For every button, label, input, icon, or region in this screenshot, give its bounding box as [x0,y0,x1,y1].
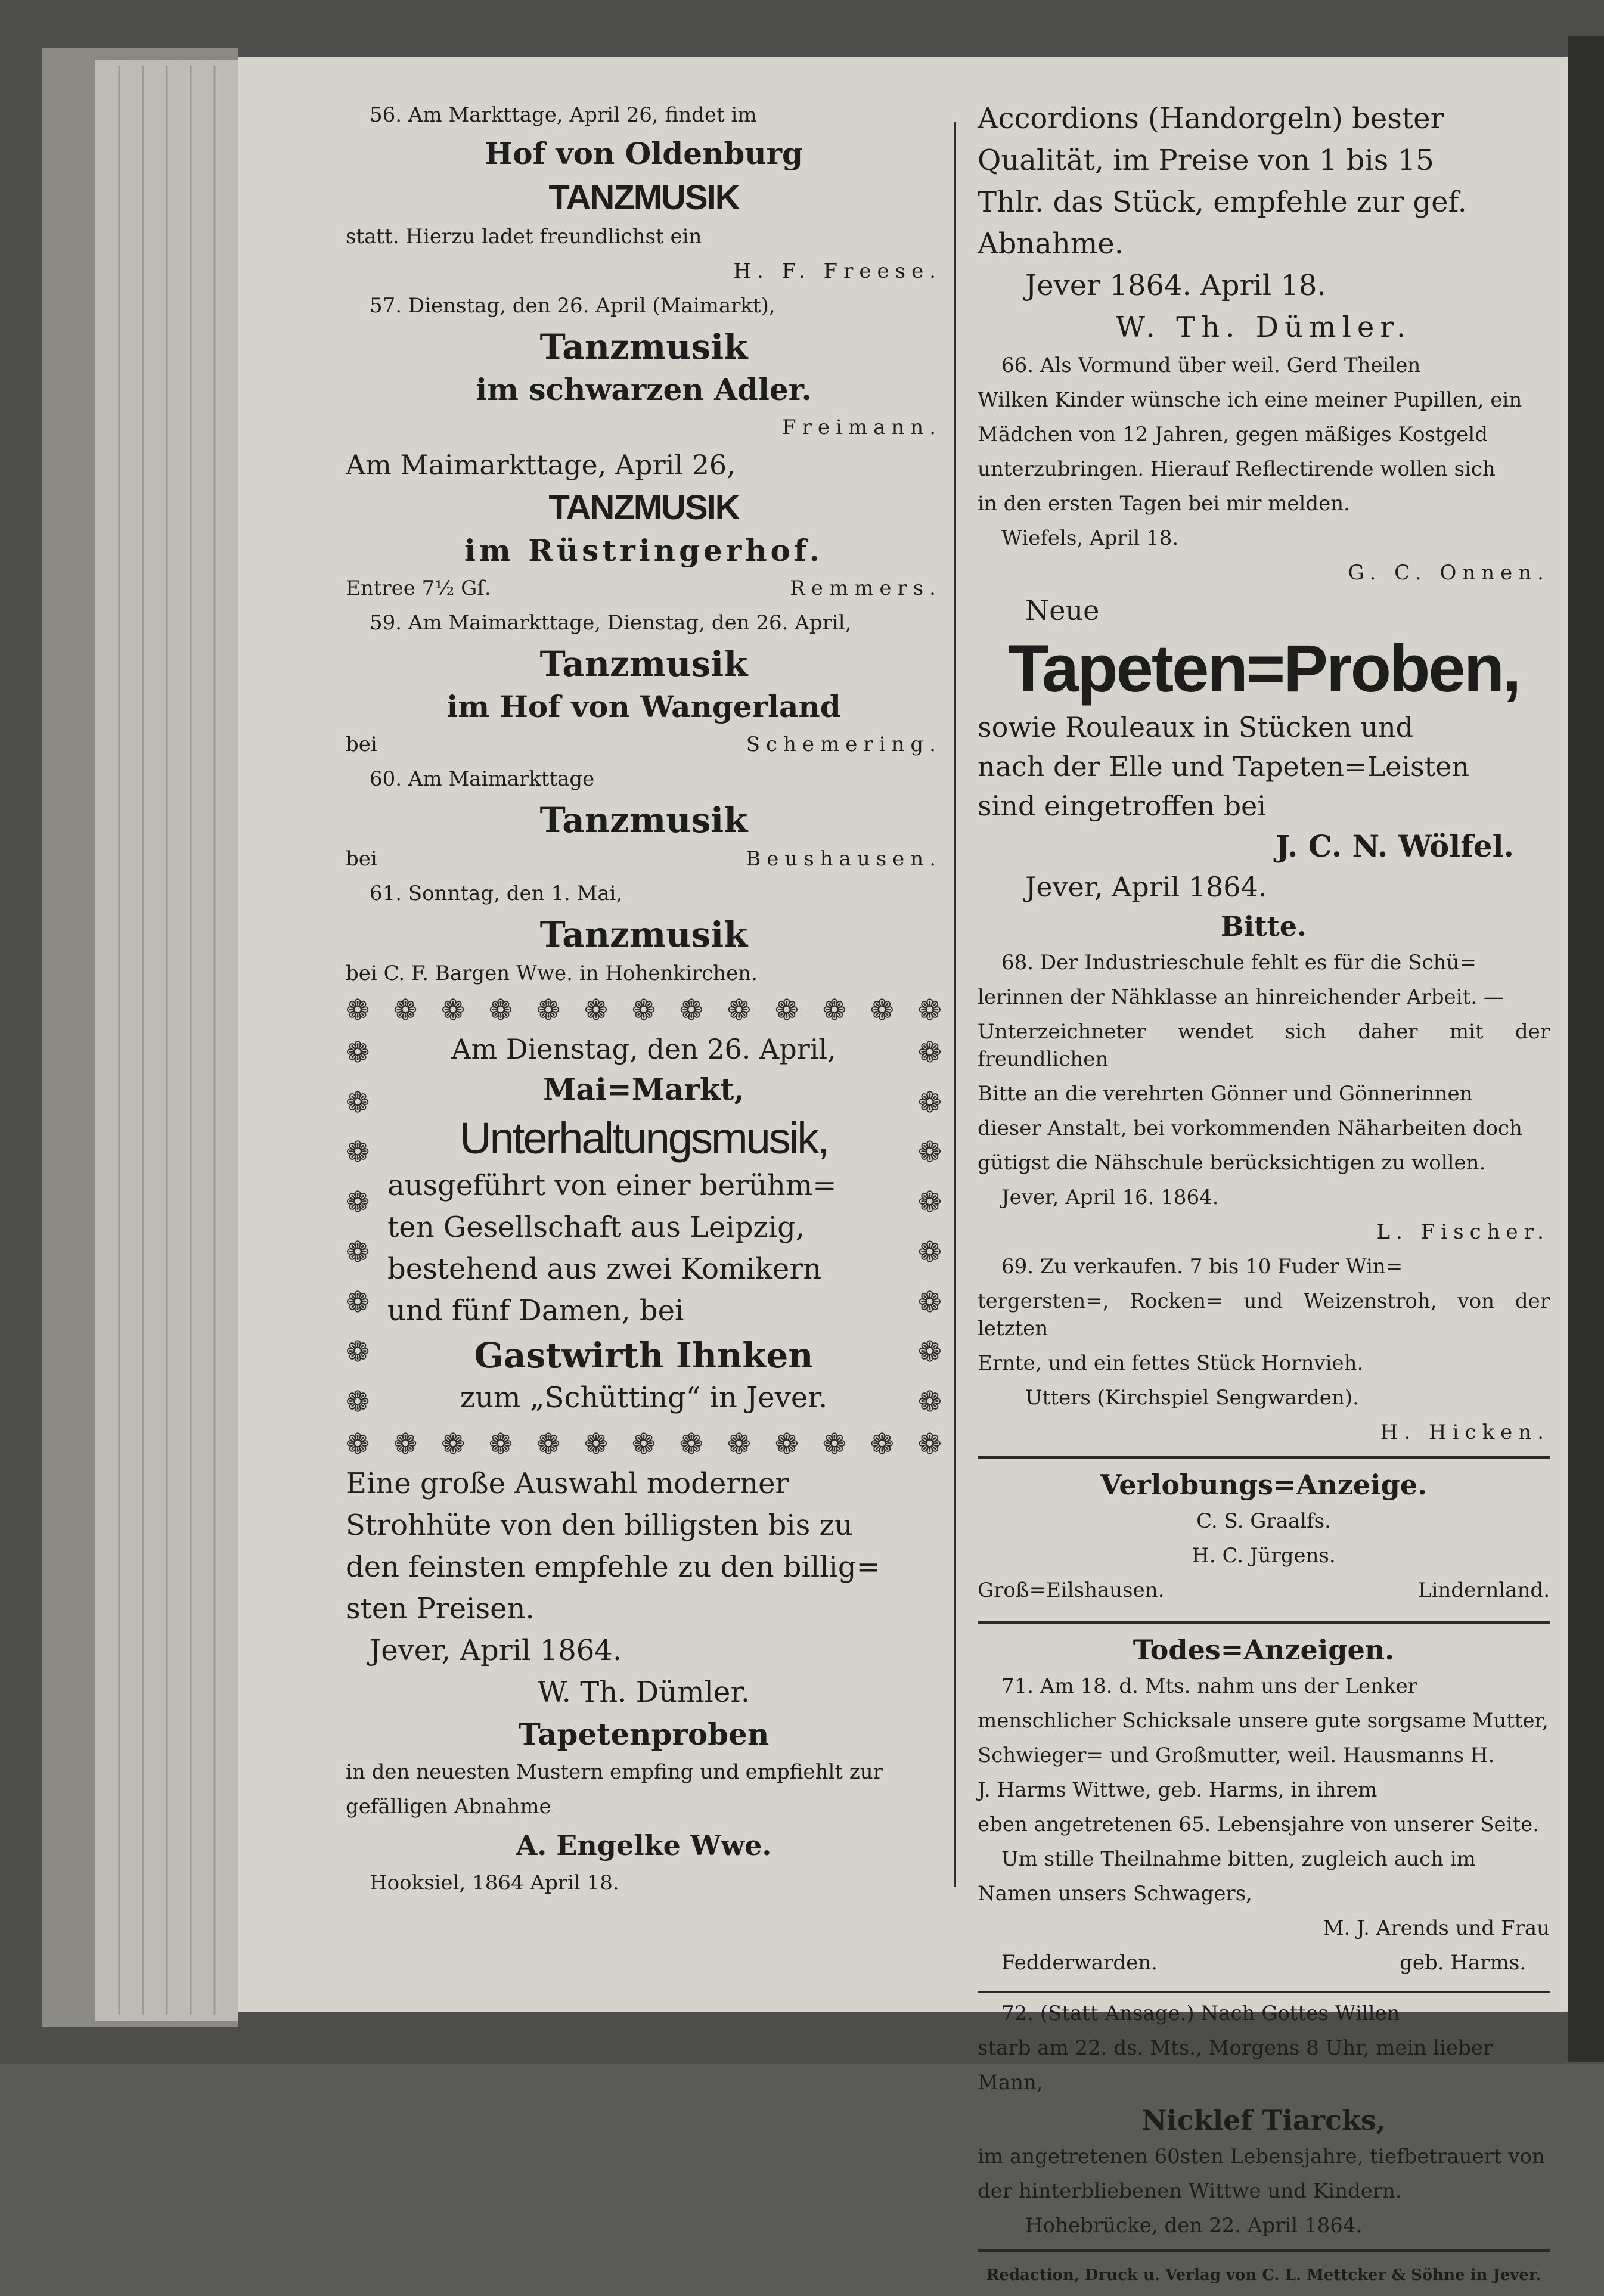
rosette-icon: ❁ [917,1085,942,1119]
rosette-icon: ❁ [536,1428,561,1461]
ad-56-signature: H. F. Freese. [733,259,942,283]
bitte-signature: L. Fischer. [1376,1220,1550,1244]
ad-neue-tapeten [978,594,1550,904]
rosette-icon: ❁ [584,1428,609,1461]
bitte-line-1: 68. Der Industrieschule fehlt es für die Schü= [1001,951,1476,975]
ad-58-event: TANZMUSIK [548,488,739,527]
ad-56 [346,101,942,285]
rosette-icon: ❁ [346,1085,370,1119]
ad-69-signature: H. Hicken. [1380,1420,1550,1444]
tapetenproben-place: Hooksiel, 1864 April 18. [370,1871,619,1895]
ad-59 [346,609,942,765]
ad-58 [346,448,942,609]
todes-signature-1: M. J. Arends und Frau [1323,1916,1550,1940]
rosette-icon: ❁ [346,1186,370,1220]
ad-59-venue: im Hof von Wangerland [446,689,841,724]
ad-58-signature: Remmers. [790,576,942,600]
rosette-icon: ❁ [917,1428,942,1461]
column-divider [954,122,956,1887]
ad-66-line-2: Wilken Kinder wünsche ich eine meiner Pupillen, ein [978,388,1522,412]
rosette-icon: ❁ [917,1335,942,1369]
ad-61 [346,880,942,987]
ad-bitte [978,910,1556,1246]
todes-line-1: 71. Am 18. d. Mts. nahm uns der Lenker [1001,1674,1417,1698]
verlobung-place-1: Groß=Eilshausen. [978,1578,1165,1602]
ad-66 [978,352,1550,587]
ad-61-line: bei C. F. Bargen Wwe. in Hohenkirchen. [346,961,758,985]
rosette-icon: ❁ [440,1428,466,1461]
framed-host: Gastwirth Ihnken [474,1335,814,1376]
ad-strawhats [346,1466,942,1709]
todes-line-5: eben angetretenen 65. Lebensjahre von unserer Seite. [978,1813,1540,1836]
ad-60-bei: bei [346,847,377,871]
ad-57-intro: 57. Dienstag, den 26. April (Maimarkt), [370,294,775,318]
strawhats-place: Jever, April 1864. [370,1634,622,1667]
framed-location: zum „Schütting“ in Jever. [460,1381,828,1414]
ad-56-event: TANZMUSIK [548,178,739,217]
ad-60-signature: Beushausen. [746,847,942,871]
neue-signature: J. C. N. Wölfel. [1276,829,1514,864]
verlobung-place-2: Lindernland. [1418,1578,1550,1602]
ad-72-name: Nicklef Tiarcks, [1141,2104,1386,2136]
ad-59-event: Tanzmusik [539,644,748,684]
ad-66-line-4: unterzubringen. Hierauf Reflectirende wollen sich [978,457,1496,481]
accordions-signature: W. Th. Dümler. [1115,311,1412,344]
right-column [978,101,1556,2296]
rosette-icon: ❁ [822,994,846,1027]
rosette-icon: ❁ [536,994,561,1027]
ad-69-line-3: Ernte, und ein fettes Stück Hornvieh. [978,1351,1364,1375]
ad-59-signature: Schemering. [746,733,942,756]
ad-accordions [978,101,1550,345]
accordions-place: Jever 1864. April 18. [1025,269,1326,302]
ad-69-place: Utters (Kirchspiel Sengwarden). [1025,1386,1359,1410]
section-rule [978,2249,1550,2252]
framed-line-2: ten Gesellschaft aus Leipzig, [387,1211,805,1244]
ad-66-line-1: 66. Als Vormund über weil. Gerd Theilen [1001,353,1421,377]
rosette-icon: ❁ [346,1135,370,1169]
rosette-icon: ❁ [917,1035,942,1069]
rosette-icon: ❁ [917,1135,942,1169]
tapetenproben-line-2: gefälligen Abnahme [346,1795,551,1819]
left-column [346,101,942,1904]
bitte-line-3: Unterzeichneter wendet sich daher mit der freundlichen [978,1020,1556,1071]
ad-58-head: Am Maimarkttage, April 26, [346,449,736,481]
rosette-icon: ❁ [346,994,370,1027]
ad-72-line-4: im angetretenen 60sten Lebensjahre, tiefbetrauert von [978,2145,1545,2168]
ad-72-line-3: Mann, [978,2071,1043,2095]
ad-72 [978,2000,1550,2239]
verlobung-head: Verlobungs=Anzeige. [1100,1469,1428,1501]
todes-line-3: Schwieger= und Großmutter, weil. Hausmanns H. [978,1743,1495,1767]
accordions-line-3: Thlr. das Stück, empfehle zur gef. [978,185,1467,219]
ad-61-intro: 61. Sonntag, den 1. Mai, [370,882,623,905]
rosette-icon: ❁ [346,1285,370,1319]
newspaper-page [238,57,1568,2284]
framed-line-3: bestehend aus zwei Komikern [387,1252,822,1286]
bitte-place: Jever, April 16. 1864. [1001,1186,1219,1209]
rosette-icon: ❁ [393,994,418,1027]
framed-line-1: ausgeführt von einer berühm= [387,1169,837,1202]
rosette-icon: ❁ [917,994,942,1027]
rosette-icon: ❁ [346,1235,370,1269]
strawhats-signature: W. Th. Dümler. [537,1676,750,1709]
ad-60-event: Tanzmusik [539,800,748,840]
ad-57-venue: im schwarzen Adler. [476,372,812,407]
ad-69-line-1: 69. Zu verkaufen. 7 bis 10 Fuder Win= [1001,1255,1403,1279]
todes-line-2: menschlicher Schicksale unsere gute sorgsame Mutter, [978,1709,1549,1733]
imprint: Redaction, Druck u. Verlag von C. L. Mettcker & Söhne in Jever. [986,2266,1541,2284]
neue-line-1: sowie Rouleaux in Stücken und [978,711,1414,743]
todes-line-4: J. Harms Wittwe, geb. Harms, in ihrem [978,1778,1377,1802]
rosette-icon: ❁ [917,1285,942,1319]
ad-58-venue: im Rüstringerhof. [464,533,824,568]
framed-ad-content [346,1026,942,1428]
ad-60-intro: 60. Am Maimarkttage [370,767,595,791]
rosette-icon: ❁ [917,1235,942,1269]
ornament-border-left [346,1028,370,1427]
rosette-icon: ❁ [870,994,894,1027]
rosette-icon: ❁ [488,1428,513,1461]
rosette-icon: ❁ [584,994,609,1027]
ad-57-event: Tanzmusik [539,327,748,367]
rosette-icon: ❁ [679,994,703,1027]
rosette-icon: ❁ [679,1428,703,1461]
strawhats-line-4: sten Preisen. [346,1592,535,1625]
todes-line-6: Um stille Theilnahme bitten, zugleich auch im [1001,1847,1476,1871]
section-rule [978,1621,1550,1624]
ad-56-intro: 56. Am Markttage, April 26, findet im [370,103,757,127]
rosette-icon: ❁ [774,994,799,1027]
framed-market: Mai=Markt, [543,1072,744,1107]
ad-57-signature: Freimann. [782,415,942,439]
ad-69 [978,1253,1556,1446]
ad-tapetenproben [346,1717,942,1897]
strawhats-line-2: Strohhüte von den billigsten bis zu [346,1509,853,1542]
framed-ad [346,994,942,1460]
ad-72-line-2: starb am 22. ds. Mts., Morgens 8 Uhr, mein lieber [978,2036,1493,2060]
ad-66-signature: G. C. Onnen. [1348,561,1550,585]
ad-69-line-2: tergersten=, Rocken= und Weizenstroh, von der letzten [978,1289,1556,1341]
ad-72-line-1: 72. (Statt Ansage.) Nach Gottes Willen [1001,2002,1400,2025]
todes-signature-2: geb. Harms. [1400,1951,1526,1975]
neue-place: Jever, April 1864. [1025,871,1267,903]
framed-line-4: und fünf Damen, bei [387,1294,684,1327]
bitte-line-6: gütigst die Nähschule berücksichtigen zu wollen. [978,1151,1486,1175]
ad-58-entry: Entree 7½ Gſ. [346,576,491,600]
ad-59-intro: 59. Am Maimarkttage, Dienstag, den 26. April, [370,611,852,635]
rosette-icon: ❁ [346,1035,370,1069]
rosette-icon: ❁ [774,1428,799,1461]
ad-72-place: Hohebrücke, den 22. April 1864. [1025,2214,1363,2238]
ad-66-place: Wiefels, April 18. [1001,526,1179,550]
strawhats-line-1: Eine große Auswahl moderner [346,1467,789,1500]
ad-57 [346,292,942,441]
rosette-icon: ❁ [631,994,656,1027]
rosette-icon: ❁ [346,1428,370,1461]
todes-anzeigen [978,1633,1550,1984]
ad-61-event: Tanzmusik [539,914,748,955]
bitte-head: Bitte. [1220,910,1307,942]
bitte-line-5: dieser Anstalt, bei vorkommenden Näharbeiten doch [978,1116,1522,1140]
rosette-icon: ❁ [346,1385,370,1419]
rosette-icon: ❁ [346,1335,370,1369]
ornament-border-right [918,1028,942,1427]
strawhats-line-3: den feinsten empfehle zu den billig= [346,1550,880,1584]
rosette-icon: ❁ [727,1428,751,1461]
verlobung-name-2: H. C. Jürgens. [1192,1544,1336,1568]
accordions-line-1: Accordions (Handorgeln) bester [978,102,1444,135]
ornament-border-top [346,994,942,1026]
ad-56-line: statt. Hierzu ladet freundlichst ein [346,225,702,249]
neue-title: Tapeten=Proben, [1007,631,1520,706]
ad-59-bei: bei [346,733,377,756]
rosette-icon: ❁ [917,1385,942,1419]
ornament-border-bottom [346,1428,942,1460]
ad-66-line-5: in den ersten Tagen bei mir melden. [978,492,1350,516]
ad-72-line-5: der hinterbliebenen Wittwe und Kindern. [978,2179,1402,2203]
ad-60 [346,765,942,880]
bitte-line-4: Bitte an die verehrten Gönner und Gönnerinnen [978,1082,1473,1106]
rosette-icon: ❁ [393,1428,418,1461]
neue-line-2: nach der Elle und Tapeten=Leisten [978,750,1470,783]
todes-line-7: Namen unsers Schwagers, [978,1882,1252,1906]
ad-56-venue: Hof von Oldenburg [485,136,803,171]
verlobungs-anzeige [978,1468,1550,1611]
neue-line-3: sind eingetroffen bei [978,790,1266,822]
rosette-icon: ❁ [488,994,513,1027]
bitte-line-2: lerinnen der Nähklasse an hinreichender Arbeit. — [978,985,1504,1009]
section-rule [978,1991,1550,1993]
rosette-icon: ❁ [822,1428,846,1461]
verlobung-name-1: C. S. Graalfs. [1196,1509,1331,1533]
rosette-icon: ❁ [440,994,466,1027]
rosette-icon: ❁ [917,1186,942,1220]
accordions-line-4: Abnahme. [978,227,1124,260]
framed-date: Am Dienstag, den 26. April, [451,1033,836,1065]
todes-head: Todes=Anzeigen. [1133,1634,1395,1666]
rosette-icon: ❁ [631,1428,656,1461]
framed-title: Unterhaltungsmusik, [460,1113,828,1163]
tapetenproben-line-1: in den neuesten Mustern empfing und empfiehlt zur [346,1760,883,1784]
rosette-icon: ❁ [870,1428,894,1461]
accordions-line-2: Qualität, im Preise von 1 bis 15 [978,144,1434,177]
rosette-icon: ❁ [727,994,751,1027]
tapetenproben-head: Tapetenproben [518,1717,770,1752]
section-rule [978,1456,1550,1459]
ad-66-line-3: Mädchen von 12 Jahren, gegen mäßiges Kostgeld [978,423,1488,446]
neue-label: Neue [1025,594,1100,626]
tapetenproben-signature: A. Engelke Wwe. [516,1829,772,1861]
todes-place: Fedderwarden. [1001,1951,1158,1975]
